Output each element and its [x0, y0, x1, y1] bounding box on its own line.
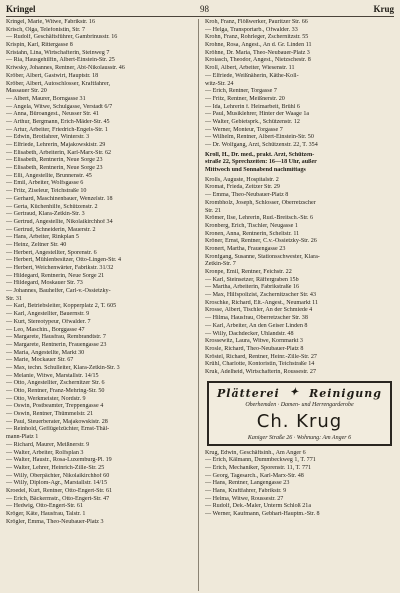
- directory-entry: — Gertrud, Schneiderin, Mauerstr. 2: [6, 226, 96, 233]
- directory-entry: Krömer, Ilse, Lehrerin, Rud.-Breitsch.-Str. 6: [205, 215, 314, 222]
- directory-entry: witz-Str. 24: [205, 80, 234, 87]
- directory-entry: Kröhne, Dr. Maria, Theo-Neubauer-Platz 3: [205, 49, 310, 56]
- directory-entry: — Werner, Kaufmann, Gebhart-Hauptm.-Str. 8: [205, 511, 320, 518]
- directory-entry: — Karl, Betriebsleiter, Kopperplatz 2, T. 605: [6, 303, 117, 310]
- directory-entry: — Gerta, Küchenhilfe, Schützenstr. 2: [6, 203, 98, 210]
- directory-entry: Krosse, Albert, Tischler, An der Schmiede 4: [205, 307, 313, 314]
- directory-entry: — Gertraud, Klara-Zetkin-Str. 3: [6, 211, 85, 218]
- directory-entry: — Emil, Arbeiter, Wolfsgasse 6: [6, 180, 84, 187]
- directory-entry: — Hans, Rentner, Langengasse 23: [205, 480, 290, 487]
- directory-entry: — Margarete, Rentnerin, Frauengasse 23: [6, 341, 107, 348]
- directory-entry: Krühl, Charlotte, Kontoristin, Teichstraße 14: [205, 361, 315, 368]
- directory-entry: — Melanie, Witwe, Marstallstr. 14/15: [6, 372, 99, 379]
- directory-entry: — Ria, Hausgehilfin, Albert-Einstein-Str. 25: [6, 57, 115, 64]
- directory-entry: Kruk, Adelheid, Wirtschafterin, Roussestr. 27: [205, 368, 317, 375]
- directory-entry: — Martha, Arbeiterin, Fabrikstraße 16: [205, 284, 300, 291]
- directory-entry: — Hans, Arbeiter, Rinkplan 5: [6, 234, 79, 241]
- directory-entry: Kröstel, Richard, Rentner, Heinr.-Zille-Str. 27: [205, 353, 317, 360]
- directory-entry: Str. 21: [205, 207, 221, 214]
- directory-entry: Kröber, Albert, Autoschlosser, Kraftfahrer,: [6, 80, 111, 87]
- directory-entry: — Willy, Dachdecker, Uhlandstr. 48: [205, 330, 294, 337]
- directory-entry: — Wilhelm, Rentner, Albert-Einstein-Str. 50: [205, 134, 314, 141]
- directory-entry: Kroedel, Kurt, Rentner, Otto-Engert-Str. 61: [6, 487, 113, 494]
- directory-entry: — Otto, Werkmeister, Nordstr. 9: [6, 395, 86, 402]
- directory-entry: Krohn, Franz, Rohrleger, Zschernitzstr. 55: [205, 34, 309, 41]
- directory-entry: — Elli, Angestellte, Brunnenstr. 45: [6, 172, 92, 179]
- directory-entry: Str. 31: [6, 295, 22, 302]
- directory-entry: — Helma, Witwe, Roussestr. 27: [205, 495, 284, 502]
- directory-entry: — Otto, Rentner, Franz-Mehring-Str. 50: [6, 388, 105, 394]
- directory-entry: — Ida, Lehrerin f. Heimarbeit, Brühl 6: [205, 103, 300, 110]
- page-number: 98: [199, 4, 209, 14]
- directory-entry: — Erich, Kälmann, Dummbeckweg 1, T. 771: [205, 457, 316, 464]
- directory-entry: Kroh, Franz, Flößwerker, Pauritzer Str. 66: [205, 19, 308, 25]
- directory-entry: Krombholz, Joseph, Schlosser, Oberretzscher: [205, 199, 316, 206]
- ad-subtitle: Oberhemden · Damen- und Herrengarderobe: [245, 401, 354, 408]
- ad-word-reinigung: Reinigung: [309, 386, 382, 400]
- directory-entry: — Hedwig, Otto-Engert-Str. 61: [6, 503, 84, 510]
- directory-entry: — Marie, Mockauer Str. 67: [6, 357, 74, 364]
- ad-word-plaetterei: Plätterei: [217, 386, 280, 400]
- directory-entry: — Erich, Rentner, Torgasse 7: [205, 88, 277, 95]
- page-header: [6, 4, 394, 17]
- directory-entry: — Walter, Arbeiter, Rolfsplan 3: [6, 449, 84, 456]
- directory-entry: Kroiasch, Theodor, Angest., Nietzschestr. 8: [205, 57, 311, 64]
- directory-entry: — Albert, Maurer, Borngasse 31: [6, 95, 86, 102]
- directory-entry: Kriwsky, Johannes, Rentner, Abt-Nikolausstr. 46: [6, 65, 125, 72]
- directory-entry: — Elisabeth, Rentnerin, Neue Sorge 23: [6, 157, 103, 164]
- directory-entry: — Elfriede, Weißnäherin, Käthe-Koll-: [205, 72, 299, 79]
- ad-business-name: Ch. Krug: [256, 410, 343, 432]
- directory-entry: Kröner, Ernst, Rentner, C.v.-Ossietzky-Str. 26: [205, 238, 317, 245]
- directory-entry: Krispin, Karl, Rittergasse 8: [6, 42, 73, 49]
- directory-entry: Kroll, Albert, Arbeiter, Wiesenstr. 11: [205, 65, 295, 72]
- directory-entry: — Margarete, Hausfrau, Rembrandtstr. 7: [6, 334, 106, 341]
- directory-entry: Zetkin-Str. 7: [205, 261, 236, 268]
- directory-entry: — Herbert, Angestellter, Sporenstr. 6: [6, 249, 97, 256]
- directory-entry: Kromat, Frieda, Zeitzer Str. 29: [205, 184, 280, 191]
- directory-entry: — Herbert, Weichenwärter, Fabrikstr. 31/32: [6, 265, 114, 271]
- directory-entry: — Helga, Transportarb., Ofwalder. 33: [205, 26, 298, 33]
- directory-entry: mann-Platz 1: [6, 434, 39, 441]
- directory-entry: — Erich, Mechaniker, Sporenstr. 11, T. 771: [205, 465, 312, 471]
- header-right-keyword: Krug: [373, 4, 394, 14]
- directory-entry: — Rudolf, Dek.-Maler, Unterm Schloß 21a: [205, 503, 312, 510]
- right-column: [205, 19, 394, 591]
- right-entries-bottom: [205, 450, 394, 519]
- directory-entry: — Elisabeth, Arbeiterin, Karl-Marx-Str. 62: [6, 149, 112, 156]
- ad-separator-icon: ✦: [289, 386, 300, 398]
- directory-entry: Kronen, Anna, Rentnerin, Scheltstr. 11: [205, 230, 300, 237]
- directory-entry: — Rudolf, Geschäftsführer, Gambrinusstr. 16: [6, 34, 118, 41]
- directory-entry: — Max, techn. Schulleiter, Klara-Zetkin-Str. 3: [6, 364, 120, 371]
- directory-entry: — Gertrud, Angestellte, Nikolaikirchhof 34: [6, 218, 113, 225]
- directory-entry: Krug, Edwin, Geschäftsinh., Am Anger 6: [205, 449, 306, 456]
- directory-entry: Kroll, H., Dr. med., prakt. Arzt, Schützen-: [205, 151, 315, 158]
- directory-entry: Kronert, Martha, Frauengasse 23: [205, 245, 286, 252]
- directory-entry: — Oswin, Rentner, Thümmelstr. 21: [6, 411, 94, 418]
- doctor-notice: [205, 152, 394, 175]
- directory-entry: — Fritz, Ziseleur, Teichstraße 10: [6, 188, 87, 195]
- right-entries-mid: [205, 177, 394, 377]
- directory-entry: — Walter, Haustr., Rosa-Luxemburg-Pl. 19: [6, 457, 112, 464]
- directory-entry: Kronfgang, Susanne, Stationsschwester, Klara-: [205, 253, 320, 260]
- directory-entry: — Richard, Maurer, Meißnerstr. 9: [6, 441, 90, 448]
- directory-entry: — Herbert, Mühlenbesitzer, Otto-Lingen-Str. 4: [6, 257, 122, 264]
- directory-entry: — Walter, Lehrer, Heinrich-Zille-Str. 25: [6, 464, 105, 471]
- directory-entry: Kröger, Käte, Hausfrau, Talstr. 1: [6, 511, 86, 517]
- directory-entry: Massauer Str. 20: [6, 88, 47, 95]
- directory-entry: — Oswin, Postbeamter, Treppengasse 4: [6, 403, 104, 410]
- directory-entry: — Heinz, Zeltner Str. 40: [6, 241, 67, 248]
- directory-entry: Krolls, Auguste, Hospitalstr. 2: [205, 176, 279, 183]
- ad-address: Kaniger Straße 26 · Wohnung: Am Anger 6: [247, 434, 352, 441]
- directory-entry: — Maria, Angestellte, Markt 30: [6, 349, 85, 356]
- right-entries-top: [205, 19, 394, 150]
- directory-entry: Kröber, Albert, Gastwirt, Hauptstr. 18: [6, 72, 99, 79]
- directory-entry: — Erich, Bäckermstr., Otto-Engert-Str. 47: [6, 495, 110, 502]
- directory-entry: Krisch, Olga, Telefonistin, Str. 7: [6, 26, 86, 33]
- directory-entry: — Karl, Angestellter, Bauernstr. 9: [6, 311, 90, 318]
- ad-heading: [213, 387, 386, 400]
- directory-entry: — Karl, Steinsetzer, Räffergraben 15b: [205, 276, 299, 283]
- directory-entry: — Dr. Wolfgang, Arzt, Schützenstr. 22, T. 354: [205, 142, 318, 148]
- directory-entry: — Angela, Witwe, Schulgasse, Verstadt 6/7: [6, 103, 113, 110]
- directory-entry: — Kurt, Stereotypeur, Ofwalder. 7: [6, 318, 91, 325]
- directory-entry: — Gerhard, Maschinenbauer, Wenzelstr. 18: [6, 195, 113, 202]
- directory-entry: Kristahn, Lina, Wirtschafterin, Steinweg 7: [6, 49, 110, 56]
- directory-entry: — Emma, Theo-Neubauer-Platz 8: [205, 192, 289, 199]
- directory-entry: — Leo, Maschin., Borggasse 47: [6, 326, 85, 333]
- directory-entry: — Otto, Angestellter, Zschernitzer Str. 6: [6, 380, 105, 387]
- directory-entry: — Georg, Tagesarch., Karl-Marx-Str. 48: [205, 472, 304, 479]
- directory-entry: — Fritz, Rentner, Meißnerstr. 20: [205, 95, 285, 102]
- directory-entry: Krögler, Emma, Theo-Neubauer-Platz 3: [6, 518, 104, 525]
- directory-entry: Krohne, Rosa, Angest., An d. Gr. Linden 11: [205, 42, 312, 49]
- header-left-keyword: Kringel: [6, 4, 36, 14]
- directory-entry: — Hans, Kraftfahrer, Fabrikstr. 9: [205, 488, 287, 495]
- directory-entry: — Walter, Gebietsprk., Schützenstr. 12: [205, 118, 300, 125]
- directory-entry: — Arthur, Bergmann, Erich-Mäder-Str. 45: [6, 118, 110, 125]
- directory-entry: Kronpe, Emil, Rentner, Feichstr. 22: [205, 269, 292, 275]
- directory-entry: — Elisabeth, Rentnerin, Neue Sorge 23: [6, 165, 103, 172]
- left-column: [6, 19, 199, 591]
- directory-entry: — Max, Hilfspolizist, Zschernitzscher Str. 43: [205, 292, 317, 299]
- directory-entry: — Hildegard, Moskauer Str. 73: [6, 280, 83, 287]
- directory-entry: Krossewitz, Laura, Witwe, Kornmarkt 3: [205, 338, 303, 345]
- directory-entry: — Paul, Steuerberater, Majakowskistr. 28: [6, 418, 108, 425]
- directory-entry: — Paul, Musiklehrer, Hinter der Waage 1a: [205, 111, 310, 118]
- directory-entry: Mittwoch und Sonnabend nachmittags: [205, 167, 306, 174]
- directory-entry: — Hilma, Hausfrau, Oberretzscher Str. 38: [205, 315, 308, 322]
- directory-entry: Kroschke, Richard, Elt.-Angest., Neumarkt 11: [205, 299, 318, 306]
- directory-entry: — Elfriede, Lehrerin, Majakowskistr. 29: [6, 142, 106, 148]
- directory-entry: — Artur, Arbeiter, Friedrich-Engels-Str. 1: [6, 126, 108, 133]
- directory-entry: — Hildegard, Rentnerin, Neue Sorge 21: [6, 272, 105, 279]
- directory-entry: — Willy, Oberpächter, Nikolaikirchhof 60: [6, 472, 110, 479]
- directory-entry: — Anna, Büroangest., Neusser Str. 41: [6, 111, 99, 118]
- advertisement-box: [207, 381, 392, 446]
- directory-entry: — Karl, Arbeiter, An den Geiser Linden 8: [205, 322, 308, 329]
- directory-entry: Kringel, Marie, Witwe, Fabrikstr. 16: [6, 19, 96, 25]
- directory-entry: Krosle, Richard, Theo-Neubauer-Platz 8: [205, 345, 304, 352]
- directory-entry: Kronberg, Erich, Tischler, Neugasse 1: [205, 222, 298, 229]
- directory-entry: — Werner, Monteur, Torgasse 7: [205, 126, 283, 133]
- directory-entry: — Reinhold, Geflügelzüchter, Ernst-Thäl-: [6, 426, 110, 433]
- directory-entry: — Willy, Diplom-Agr., Marstallstr. 14/15: [6, 480, 108, 487]
- directory-entry: — Johannes, Bauhelfer, Carl-v.-Ossietzky-: [6, 288, 111, 295]
- directory-entry: — Edwin, Brotfahrer, Winterstr. 3: [6, 134, 90, 141]
- directory-entry: straße 22, Sprechzeiten: 16—18 Uhr, außer: [205, 159, 317, 166]
